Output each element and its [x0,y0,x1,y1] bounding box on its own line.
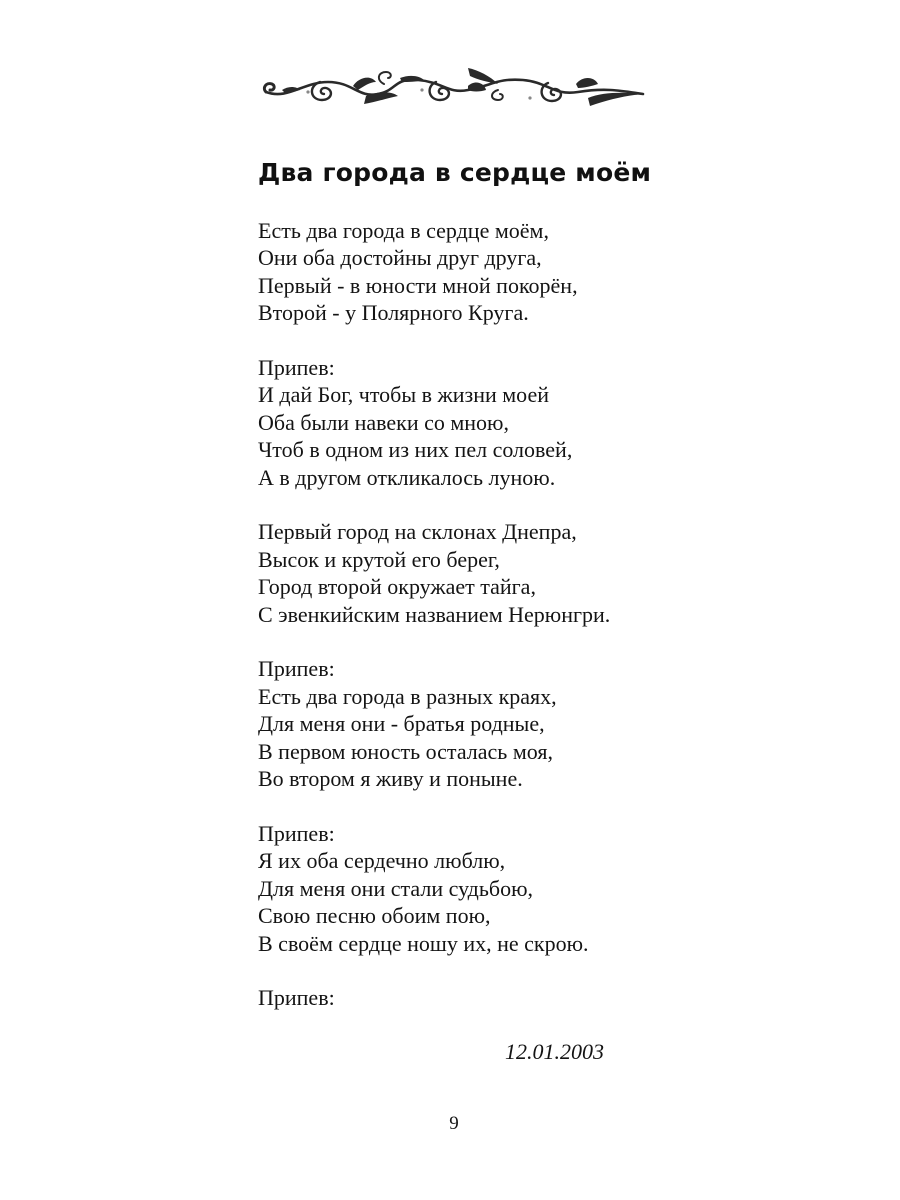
stanza-verse-2 [258,518,610,628]
poem-line: Второй - у Полярного Круга. [258,300,529,326]
poem-line: Я их оба сердечно люблю, [258,848,506,874]
chorus-label: Припев: [258,656,335,682]
poem-line: Оба были навеки со мною, [258,409,509,435]
poem-line: Они оба достойны друг друга, [258,245,542,271]
poem-line: С эвенкийским названием Нерюнгри. [258,601,611,627]
chorus-label: Припев: [258,820,335,846]
poem-line: Город второй окружает тайга, [258,574,536,600]
poem-body [258,217,610,1039]
poem-line: Чтоб в одном из них пел соловей, [258,437,573,463]
chorus-label: Припев: [258,985,335,1011]
poem-line: Для меня они - братья родные, [258,711,545,737]
stanza-final-chorus [258,984,610,1011]
floral-scroll-divider-icon [258,60,648,110]
poem-line: Первый город на склонах Днепра, [258,519,577,545]
poem-line: В первом юность осталась моя, [258,738,553,764]
poem-title: Два города в сердце моём [258,158,652,187]
poem-line: В своём сердце ношу их, не скрою. [258,930,589,956]
poem-line: Первый - в юности мной покорён, [258,272,578,298]
poem-line: Высок и крутой его берег, [258,546,500,572]
poem-line: Есть два города в разных краях, [258,683,557,709]
poem-line: Свою песню обоим пою, [258,903,491,929]
poem-date: 12.01.2003 [505,1039,604,1064]
stanza-chorus-1 [258,354,610,491]
page-number: 9 [449,1113,459,1134]
poem-line: Во втором я живу и поныне. [258,766,523,792]
poem-line: И дай Бог, чтобы в жизни моей [258,382,549,408]
stanza-verse-3 [258,655,610,792]
poem-line: А в другом откликалось луною. [258,464,556,490]
stanza-verse-4 [258,820,610,957]
chorus-label: Припев: [258,355,335,381]
poem-line: Для меня они стали судьбою, [258,875,534,901]
stanza-verse-1 [258,217,610,327]
poem-line: Есть два города в сердце моём, [258,218,549,243]
